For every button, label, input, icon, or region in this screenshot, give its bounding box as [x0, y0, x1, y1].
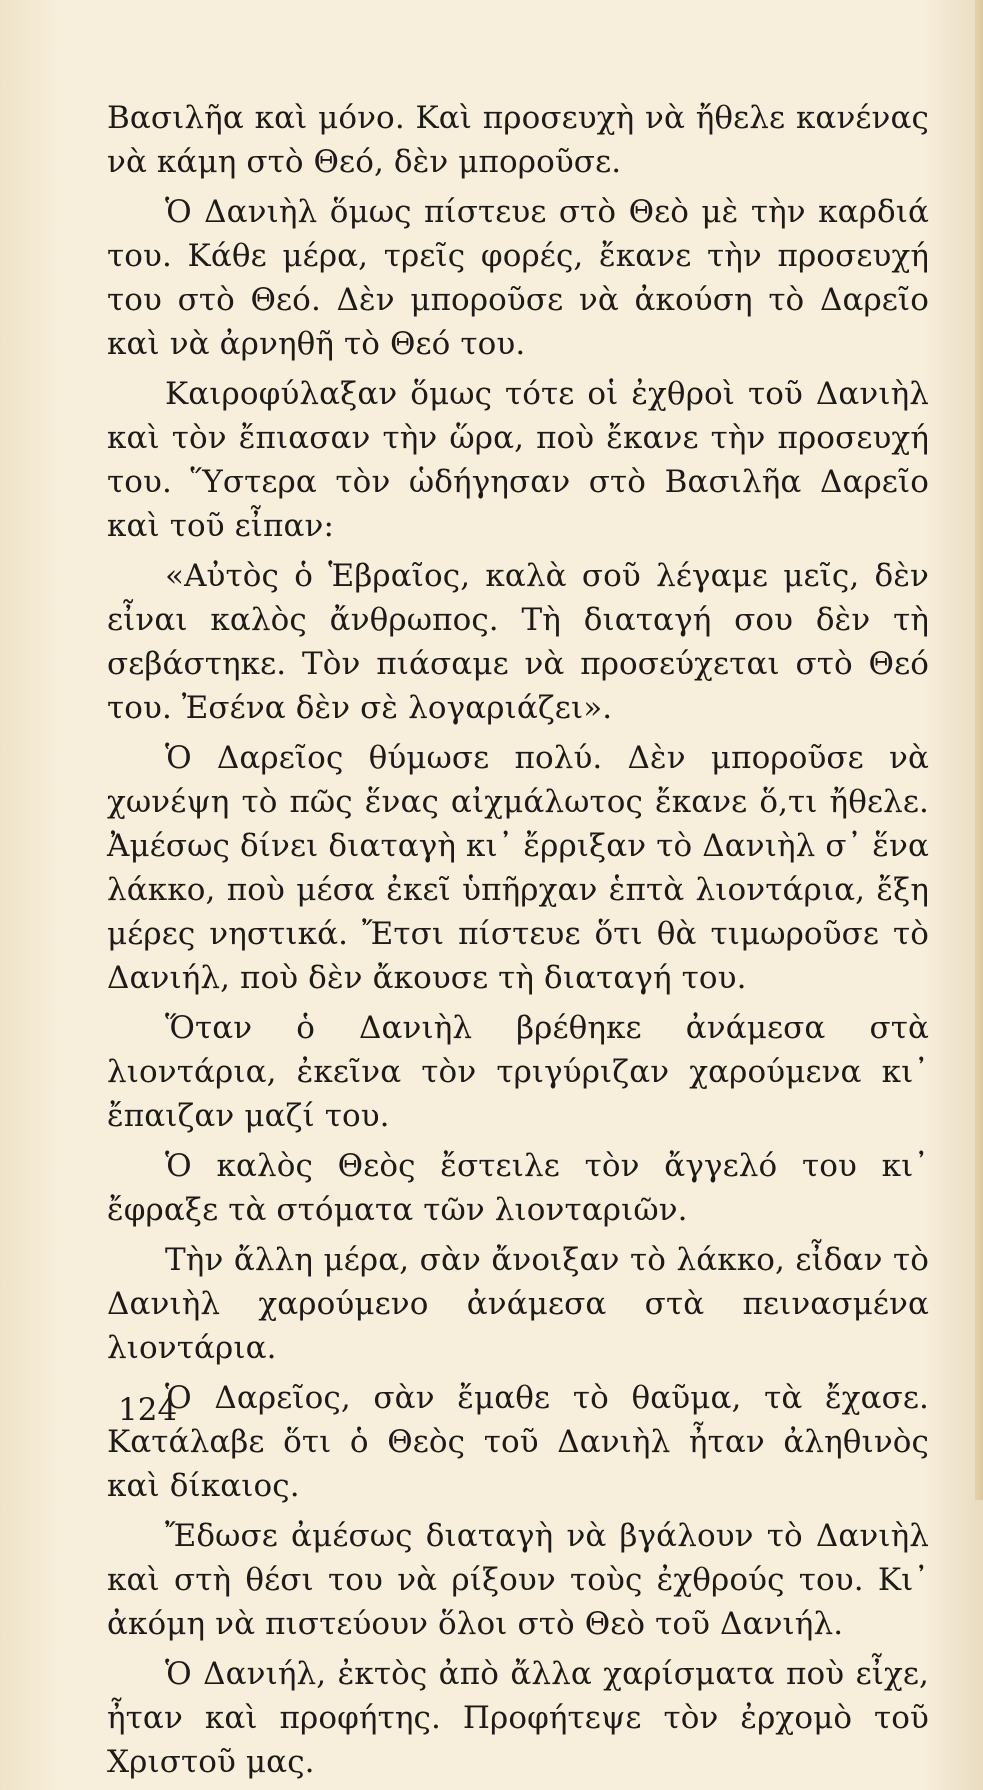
paragraph-9: Ὁ Δαρεῖος, σὰν ἔμαθε τὸ θαῦμα, τὰ ἔχασε. Κατάλαβε ὅτι ὁ Θεὸς τοῦ Δανιὴλ ἦταν ἀληθινὸς καὶ δίκαιος. — [107, 1380, 929, 1504]
paragraph-8: Τὴν ἄλλη μέρα, σὰν ἄνοιξαν τὸ λάκκο, εἶδαν τὸ Δανιὴλ χαρούμενο ἀνάμεσα στὰ πεινασμένα λιοντάρια. — [107, 1242, 929, 1366]
paragraph-7: Ὁ καλὸς Θεὸς ἔστειλε τὸν ἄγγελό του κι᾽ ἔφραξε τὰ στόματα τῶν λιονταριῶν. — [107, 1148, 929, 1228]
page-number: 124 — [118, 1392, 178, 1428]
paragraph-6: Ὅταν ὁ Δανιὴλ βρέθηκε ἀνάμεσα στὰ λιοντάρια, ἐκεῖνα τὸν τριγύριζαν χαρούμενα κι᾽ ἔπαιζαν μαζί του. — [107, 1010, 929, 1134]
paragraph-4: «Αὐτὸς ὁ Ἑβραῖος, καλὰ σοῦ λέγαμε μεῖς, δὲν εἶναι καλὸς ἄνθρωπος. Τὴ διαταγή σου δὲν τὴ σεβάστηκε. Τὸν πιάσαμε νὰ προσεύχεται στὸ Θεό του. Ἐσένα δὲν σὲ λογαριάζει». — [107, 558, 929, 726]
paragraph-11: Ὁ Δανιήλ, ἐκτὸς ἀπὸ ἄλλα χαρίσματα ποὺ εἶχε, ἦταν καὶ προφήτης. Προφήτεψε τὸν ἐρχομὸ τοῦ Χριστοῦ μας. — [107, 1656, 929, 1780]
paragraph-2: Ὁ Δανιὴλ ὅμως πίστευε στὸ Θεὸ μὲ τὴν καρδιά του. Κάθε μέρα, τρεῖς φορές, ἔκανε τὴν προσευχή του στὸ Θεό. Δὲν μποροῦσε νὰ ἀκούση τὸ Δαρεῖο καὶ νὰ ἀρνηθῆ τὸ Θεό του. — [107, 194, 929, 362]
paragraph-10: Ἔδωσε ἀμέσως διαταγὴ νὰ βγάλουν τὸ Δανιὴλ καὶ στὴ θέσι του νὰ ρίξουν τοὺς ἐχθρούς του. Κι᾽ ἀκόμη νὰ πιστεύουν ὅλοι στὸ Θεὸ τοῦ Δανιήλ. — [107, 1518, 929, 1642]
paragraph-1: Βασιλῆα καὶ μόνο. Καὶ προσευχὴ νὰ ἤθελε κανένας νὰ κάμη στὸ Θεό, δὲν μποροῦσε. — [107, 100, 929, 180]
body-text — [107, 96, 929, 1790]
paragraph-5: Ὁ Δαρεῖος θύμωσε πολύ. Δὲν μποροῦσε νὰ χωνέψη τὸ πῶς ἕνας αἰχμάλωτος ἔκανε ὅ,τι ἤθελε. Ἀμέσως δίνει διαταγὴ κι᾽ ἔρριξαν τὸ Δανιὴλ σ᾽ ἕνα λάκκο, ποὺ μέσα ἐκεῖ ὑπῆρχαν ἑπτὰ λιοντάρια, ἔξη μέρες νηστικά. Ἔτσι πίστευε ὅτι θὰ τιμωροῦσε τὸ Δανιήλ, ποὺ δὲν ἄκουσε τὴ διαταγή του. — [107, 740, 929, 996]
paragraph-3: Καιροφύλαξαν ὅμως τότε οἱ ἐχθροὶ τοῦ Δανιὴλ καὶ τὸν ἔπιασαν τὴν ὥρα, ποὺ ἔκανε τὴν προσευχή του. Ὕστερα τὸν ὡδήγησαν στὸ Βασιλῆα Δαρεῖο καὶ τοῦ εἶπαν: — [107, 376, 929, 544]
page-edge — [975, 0, 983, 1500]
